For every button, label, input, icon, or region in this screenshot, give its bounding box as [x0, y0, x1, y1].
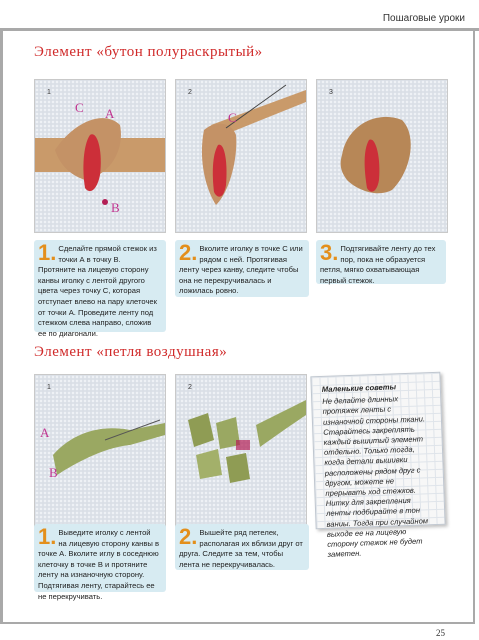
tips-title: Маленькие советы: [321, 382, 397, 394]
loop-step-caption-1: [34, 524, 166, 601]
step-text: Выведите иголку с лентой на лицевую сторону канвы в точке А. Вколите иглу в соседнюю клеточку в точке В и протяните ленту на изнаночную сторону. Подтягивая ленту, старайтесь ее не перекручивать.: [38, 528, 160, 601]
step-caption-3: [316, 240, 446, 284]
step-caption-1: [34, 240, 166, 338]
step-number: 2.: [179, 240, 198, 265]
section-title-loop: Элемент «петля воздушная»: [34, 344, 228, 360]
photo-number: 1: [47, 384, 51, 391]
header-label: Пошаговые уроки: [382, 13, 465, 24]
tips-box: [310, 372, 445, 560]
step-text: Сделайте прямой стежок из точки А в точку В. Протяните на лицевую сторону канвы иголку с лентой другого цвета через точку С, которая отступает влево на пару клеточек от точки А. Проведите ленту под стежком слева направо, сложив ее по диагонали.: [38, 244, 157, 338]
section-title-bud: Элемент «бутон полураскрытый»: [34, 44, 263, 60]
step-caption-2: [175, 240, 309, 297]
photo-bud-step-3: [316, 79, 448, 233]
step-number: 3.: [320, 240, 339, 265]
point-label-a: A: [105, 106, 115, 121]
point-label-a: A: [40, 425, 50, 440]
step-number: 1.: [38, 240, 57, 265]
photo-bud-step-1: [34, 79, 166, 233]
page-frame-right: [473, 28, 475, 624]
page-frame-bottom: [0, 622, 475, 624]
point-label-b: B: [111, 200, 120, 215]
tips-text: Не делайте длинных протяжек ленты с изнаночной стороны ткани. Старайтесь закреплять каждый вышитый элемент отдельно. Только тогда, когда детали вышивки расположены рядом друг с другом, можете не прерывать ход стежков. Нитку для закрепления ленты подбирайте в тон ваниы. Тогда при случайном выходе ее на лицевую сторону стежок не будет заметен.: [322, 394, 429, 560]
photo-number: 2: [188, 384, 192, 391]
photo-number: 3: [329, 89, 333, 96]
photo-number: 1: [47, 89, 51, 96]
step-text: Подтягивайте ленту до тех пор, пока не образуется петля, мягко охватывающая первый стежок.: [320, 244, 436, 285]
point-label-c: C: [75, 100, 84, 115]
point-label-c: C: [228, 110, 237, 125]
photo-loop-step-2: [175, 374, 307, 528]
step-number: 2.: [179, 524, 198, 549]
page-frame-left: [0, 28, 3, 624]
photo-loop-step-1: [34, 374, 166, 528]
page-number: 25: [436, 628, 445, 638]
page-frame-top: [0, 28, 479, 31]
step-text: Вышейте ряд петелек, располагая их вблизи друг от друга. Следите за тем, чтобы лента не перекручивалась.: [179, 528, 303, 569]
photo-bud-step-2: [175, 79, 307, 233]
step-text: Вколите иголку в точке С или рядом с ней. Протягивая ленту через канву, следите чтобы она не перекручивалась и ложилась ровно.: [179, 244, 303, 296]
loop-step-caption-2: [175, 524, 309, 570]
photo-number: 2: [188, 89, 192, 96]
step-number: 1.: [38, 524, 57, 549]
point-label-b: B: [49, 465, 58, 480]
